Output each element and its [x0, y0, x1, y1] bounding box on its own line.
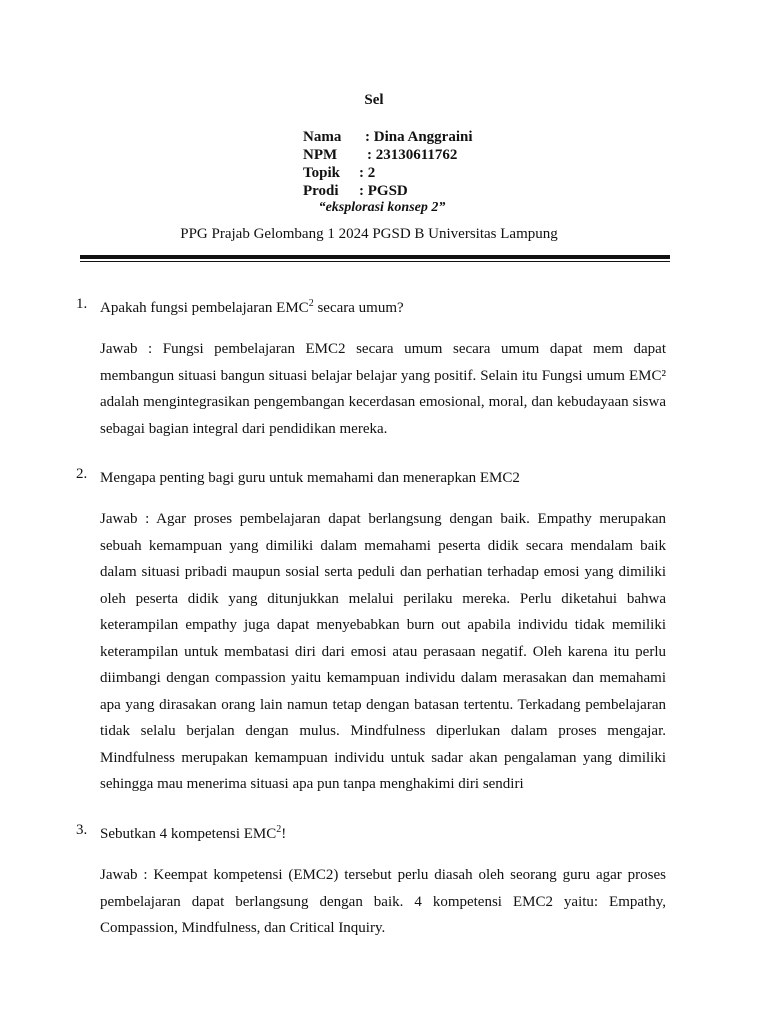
- document-subtitle: “eksplorasi konsep 2”: [318, 200, 446, 215]
- question-3: [76, 820, 286, 844]
- question-text-part: !: [281, 826, 287, 842]
- superscript: 2: [276, 824, 282, 835]
- question-2: [76, 464, 520, 488]
- question-1: [76, 294, 404, 318]
- question-text-part: secara umum?: [313, 300, 404, 316]
- identity-row-npm: [303, 146, 473, 164]
- question-number: 1.: [76, 296, 88, 312]
- identity-row-nama: [303, 128, 473, 146]
- identity-label: Topik: [303, 165, 340, 181]
- question-text-part: Sebutkan 4 kompetensi EMC: [100, 826, 277, 842]
- identity-value: : 2: [359, 165, 376, 181]
- institution-line: PPG Prajab Gelombang 1 2024 PGSD B Universitas Lampung: [180, 226, 558, 242]
- answer-2: Jawab : Agar proses pembelajaran dapat berlangsung dengan baik. Empathy merupakan sebuah kemampuan yang dimiliki dalam memahami peserta didik secara mendalam baik dalam situasi pribadi maupun sosial serta peduli dan perhatian terhadap emosi yang dimiliki oleh peserta didik yang ditunjukkan melalui perilaku mereka. Perlu diketahui bahwa keterampilan empathy juga dapat menyebabkan burn out apabila individu tidak memiliki keterampilan untuk membatasi diri dari emosi atau perasaan negatif. Oleh karena itu perlu diimbangi dengan compassion yaitu kemampuan individu dalam merasakan dan memahami apa yang dirasakan orang lain namun tetap dengan batasan tertentu. Terkadang pembelajaran tidak selalu berjalan dengan mulus. Mindfulness diperlukan dalam proses mengajar. Mindfulness merupakan kemampuan individu untuk sadar akan pengalaman yang dimiliki sehingga mau menerima situasi apa pun tanpa menghakimi diri sendiri: [100, 511, 666, 792]
- question-text-part: Mengapa penting bagi guru untuk memahami dan menerapkan EMC2: [100, 470, 520, 486]
- identity-label: NPM: [303, 147, 338, 163]
- document-title: Sel: [364, 92, 384, 108]
- identity-block: [303, 128, 473, 200]
- header-divider-thick: [80, 255, 670, 259]
- header-divider-thin: [80, 261, 670, 262]
- identity-label: Prodi: [303, 183, 339, 199]
- identity-row-topik: [303, 164, 473, 182]
- identity-label: Nama: [303, 129, 342, 145]
- superscript: 2: [308, 298, 314, 309]
- answer-3: Jawab : Keempat kompetensi (EMC2) tersebut perlu diasah oleh seorang guru agar proses pembelajaran dapat berlangsung dengan baik. 4 kompetensi EMC2 yaitu: Empathy, Compassion, Mindfulness, dan Critical Inquiry.: [100, 867, 666, 936]
- question-text-part: Apakah fungsi pembelajaran EMC: [100, 300, 309, 316]
- identity-value: : 23130611762: [367, 147, 458, 163]
- question-text: [100, 820, 286, 844]
- question-text: [100, 464, 520, 488]
- identity-value: : PGSD: [359, 183, 408, 199]
- identity-value: : Dina Anggraini: [365, 129, 473, 145]
- question-number: 3.: [76, 822, 88, 838]
- answer-1: Jawab : Fungsi pembelajaran EMC2 secara umum secara umum dapat mem dapat membangun situasi bangun situasi belajar belajar yang positif. Selain itu Fungsi umum EMC² adalah mengintegrasikan pengembangan kecerdasan emosional, moral, dan kebudayaan siswa sebagai bagian integral dari pendidikan mereka.: [100, 341, 666, 437]
- question-number: 2.: [76, 466, 88, 482]
- identity-row-prodi: [303, 182, 473, 200]
- question-text: [100, 294, 404, 318]
